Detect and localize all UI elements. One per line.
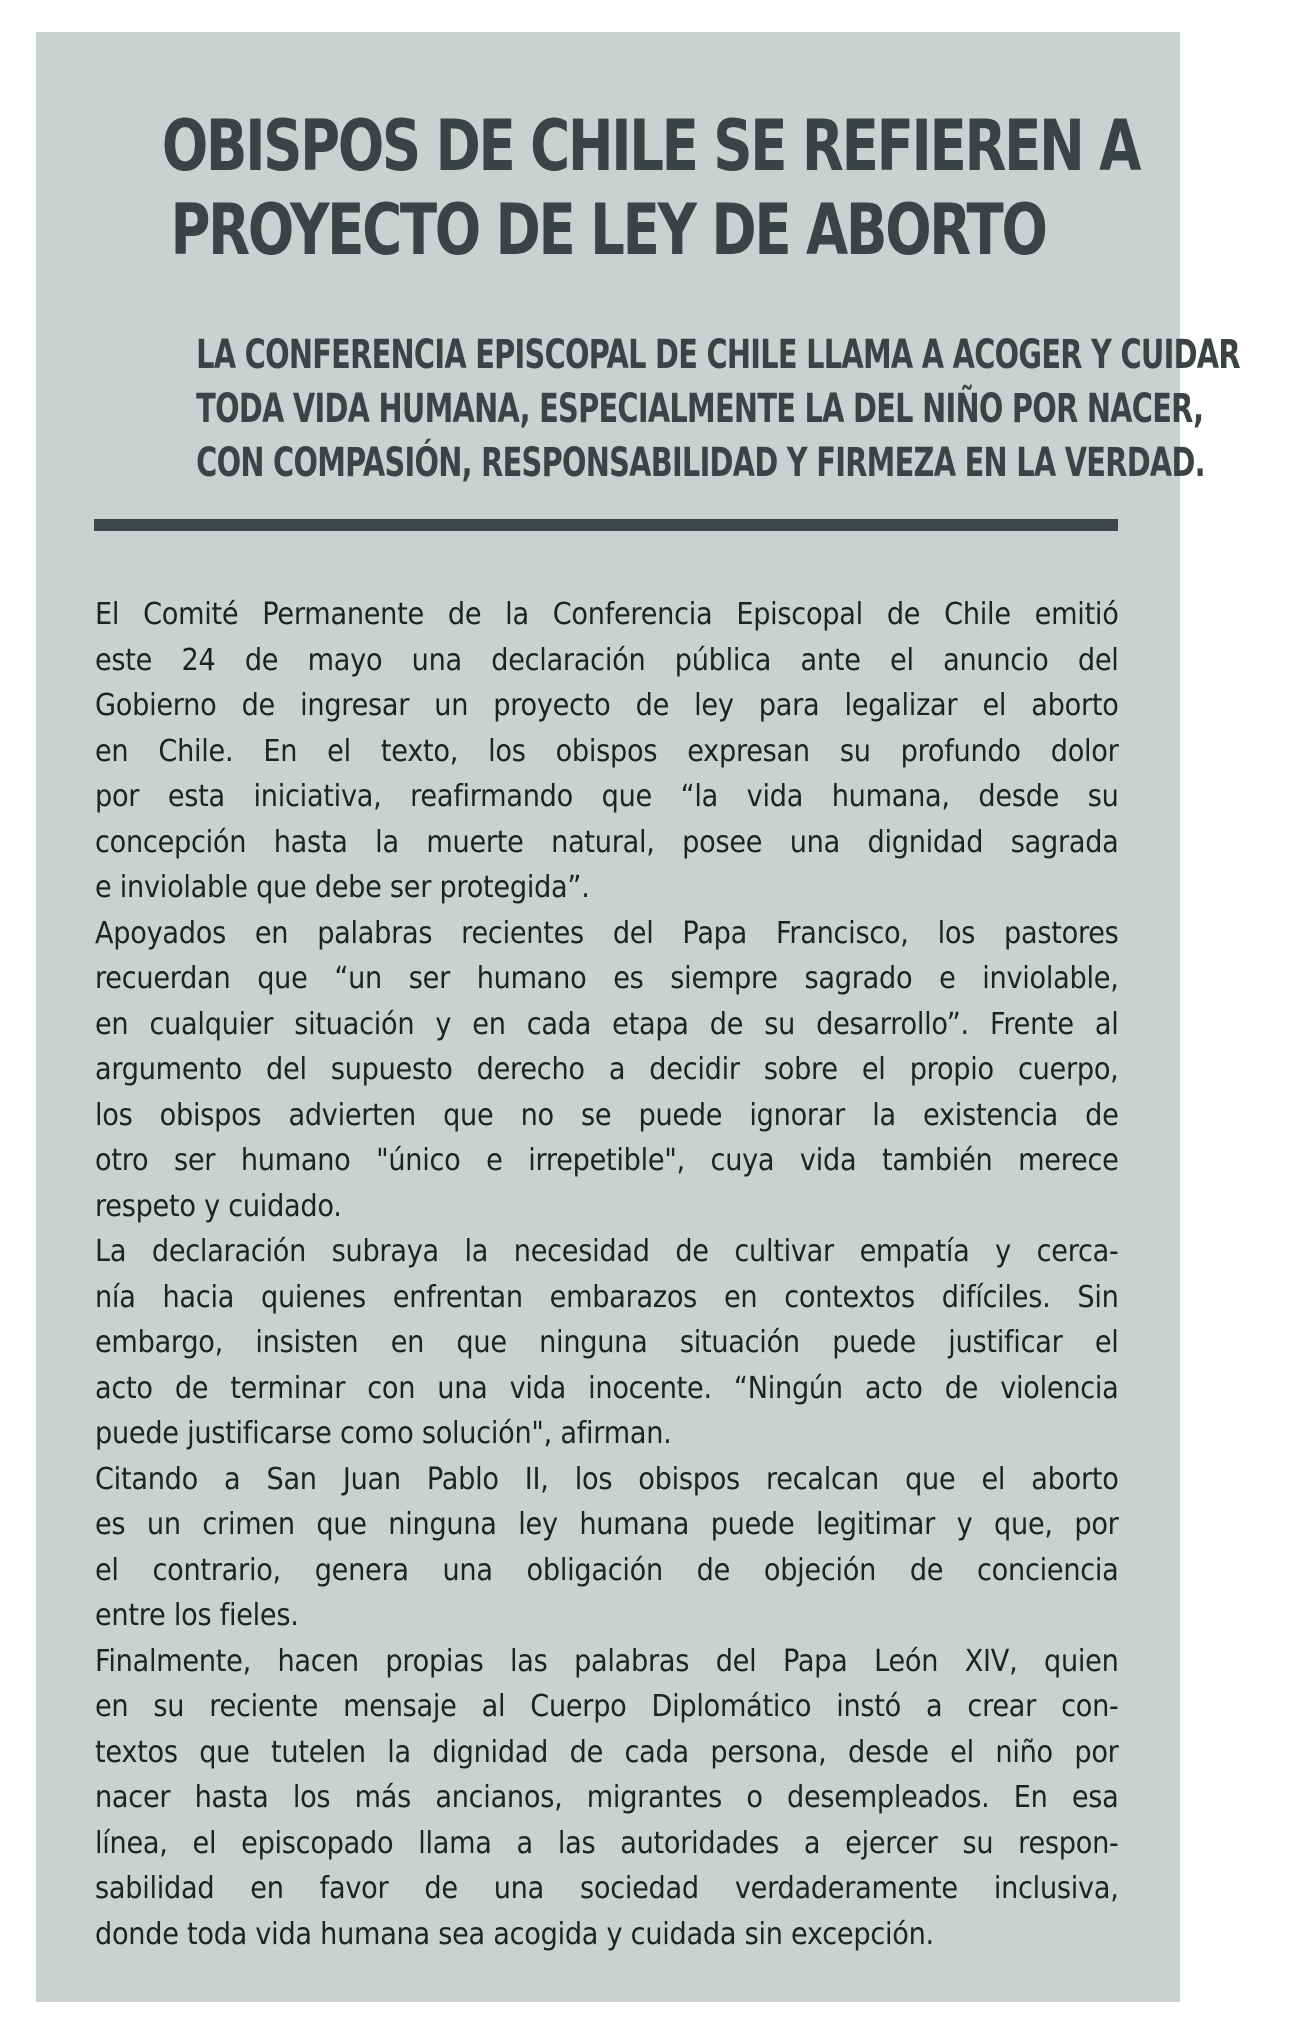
body-line: en cualquier situación y en cada etapa de su desarrollo”. Frente al [95,1006,1119,1042]
body-line: nía hacia quienes enfrentan embarazos en contextos difíciles. Sin [95,1279,1119,1315]
body-line: por esta iniciativa, reafirmando que “la vida humana, desde su [95,779,1119,814]
body-line: El Comité Permanente de la Conferencia Episcopal de Chile emitió [95,597,1119,632]
body-line: nacer hasta los más ancianos, migrantes o desempleados. En esa [95,1780,1119,1815]
body-line: embargo, insisten en que ninguna situación puede justificar el [95,1325,1119,1360]
body-line: el contrario, genera una obligación de objeción de conciencia [95,1552,1119,1588]
body-line: puede justificarse como solución", afirman. [95,1416,672,1451]
subhead-line-2: TODA VIDA HUMANA, ESPECIALMENTE LA DEL NIÑO POR NACER, [196,386,1204,432]
body-line: Gobierno de ingresar un proyecto de ley para legalizar el aborto [95,688,1119,723]
body-line: los obispos advierten que no se puede ignorar la existencia de [95,1097,1119,1133]
body-line: respeto y cuidado. [95,1188,342,1224]
body-line: acto de terminar con una vida inocente. “Ningún acto de violencia [95,1370,1119,1406]
body-line: Finalmente, hacen propias las palabras del Papa León XIV, quien [95,1643,1119,1679]
subhead-line-3: CON COMPASIÓN, RESPONSABILIDAD Y FIRMEZA EN LA VERDAD. [196,440,1205,486]
section-divider [94,519,1118,531]
headline-line-1: OBISPOS DE CHILE SE REFIEREN A [161,105,1140,187]
body-line: otro ser humano "único e irrepetible", cuya vida también merece [95,1143,1119,1178]
headline-line-2: PROYECTO DE LEY DE ABORTO [170,189,1046,271]
article-panel [36,32,1240,2002]
body-line: donde toda vida humana sea acogida y cuidada sin excepción. [95,1916,934,1952]
body-line: argumento del supuesto derecho a decidir sobre el propio cuerpo, [95,1052,1119,1087]
body-line: e inviolable que debe ser protegida”. [95,870,590,905]
body-line: textos que tutelen la dignidad de cada persona, desde el niño por [95,1734,1119,1770]
body-line: este 24 de mayo una declaración pública ante el anuncio del [95,642,1119,678]
article-headline [161,104,1140,272]
body-line: Apoyados en palabras recientes del Papa Francisco, los pastores [95,915,1119,951]
subhead-line-1: LA CONFERENCIA EPISCOPAL DE CHILE LLAMA A ACOGER Y CUIDAR [196,332,1240,378]
body-line: La declaración subraya la necesidad de cultivar empatía y cerca- [95,1234,1119,1269]
body-line: Citando a San Juan Pablo II, los obispos recalcan que el aborto [95,1461,1119,1497]
body-line: línea, el episcopado llama a las autoridades a ejercer su respon- [95,1825,1119,1861]
body-line: recuerdan que “un ser humano es siempre sagrado e inviolable, [95,961,1119,996]
body-line: en Chile. En el texto, los obispos expresan su profundo dolor [95,733,1119,769]
body-line: concepción hasta la muerte natural, posee una dignidad sagrada [95,824,1119,860]
body-line: entre los fieles. [95,1598,299,1633]
article-body [95,592,1119,1957]
body-line: en su reciente mensaje al Cuerpo Diplomático instó a crear con- [95,1689,1119,1724]
article-subheadline [196,328,1240,490]
body-line: es un crimen que ninguna ley humana puede legitimar y que, por [95,1507,1119,1542]
body-line: sabilidad en favor de una sociedad verdaderamente inclusiva, [95,1871,1119,1906]
